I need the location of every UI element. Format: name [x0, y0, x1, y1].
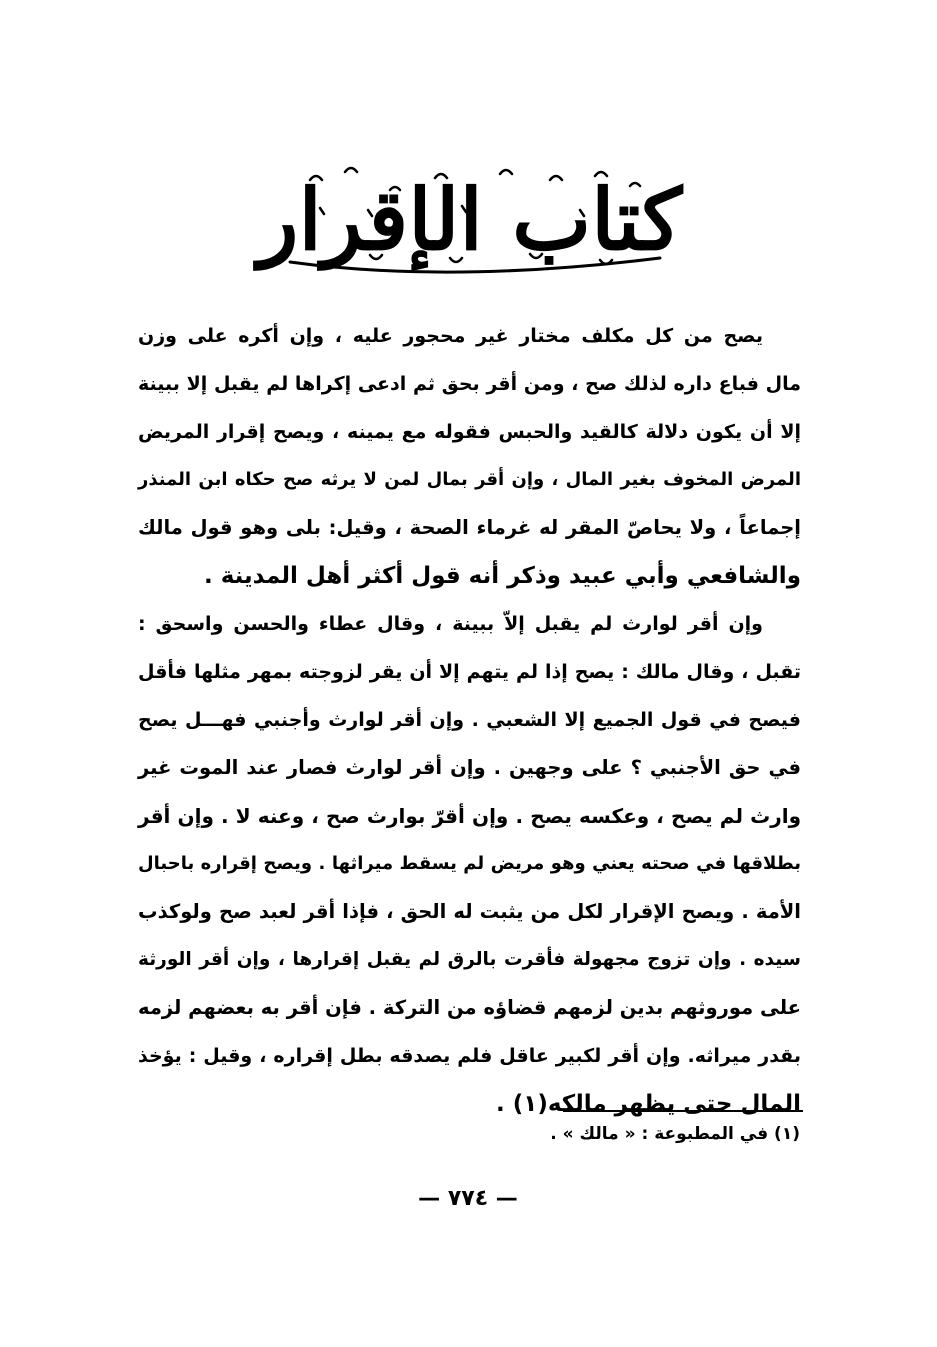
text-line: والشافعي وأبي عبيد وذكر أنه قول أكثر أهل المدينة . [203, 563, 801, 589]
text-line: وارث لم يصح ، وعكسه يصح . وإن أقرّ بوارث صح ، وعنه لا . وإن أقر [138, 804, 801, 828]
chapter-title: كتاب الإقرار [257, 170, 683, 269]
footnote: (١) في المطبوعة : « مالك » . [550, 1124, 800, 1144]
text-line: في حق الأجنبي ؟ على وجهين . وإن أقر لوارث فصار عند الموت غير [138, 756, 801, 779]
text-line: بطلاقها في صحته يعني وهو مريض لم يسقط ميراثها . ويصح إقراره باحبال [138, 853, 801, 874]
text-line: تقبل ، وقال مالك : يصح إذا لم يتهم إلا أن يقر لزوجته بمهر مثلها فأقل [138, 661, 801, 683]
text-line: سيده . وإن تزوج مجهولة فأقرت بالرق لم يقبل إقرارها ، وإن أقر الورثة [138, 949, 801, 970]
text-line: إلا أن يكون دلالة كالقيد والحبس فقوله مع يمينه ، ويصح إقرار المريض [138, 421, 801, 443]
paragraph-2 [138, 600, 801, 1128]
footnote-divider [563, 1110, 803, 1112]
text-line: على موروثهم بدين لزمهم قضاؤه من التركة . فإن أقر به بعضهم لزمه [138, 996, 801, 1019]
text-line: يصح من كل مكلف مختار غير محجور عليه ، وإن أكره على وزن [138, 325, 763, 347]
text-line: مال فباع داره لذلك صح ، ومن أقر بحق ثم ادعى إكراها لم يقبل إلا ببينة [138, 373, 801, 395]
text-line: وإن أقر لوارث لم يقبل إلاّ ببينة ، وقال عطاء والحسن واسحق : [138, 613, 763, 635]
text-line: إجماعاً ، ولا يحاصّ المقر له غرماء الصحة ، وقيل: بلى وهو قول مالك [138, 516, 801, 539]
text-line: المال حتى يظهر مالكه(١) . [496, 1091, 801, 1117]
text-line: الأمة . ويصح الإقرار لكل من يثبت له الحق ، فإذا أقر لعبد صح ولوكذب [138, 900, 801, 923]
page-number: — ٧٧٤ — [418, 1186, 518, 1211]
text-line: فيصح في قول الجميع إلا الشعبي . وإن أقر لوارث وأجنبي فهـــل يصح [138, 709, 801, 731]
text-line: المرض المخوف بغير المال ، وإن أقر بمال لمن لا يرثه صح حكاه ابن المنذر [138, 469, 801, 490]
paragraph-1 [138, 312, 801, 600]
text-line: بقدر ميراثه. وإن أقر لكبير عاقل فلم يصدقه بطل إقراره ، وقيل : يؤخذ [138, 1045, 801, 1067]
chapter-title-calligraphy [250, 150, 690, 290]
